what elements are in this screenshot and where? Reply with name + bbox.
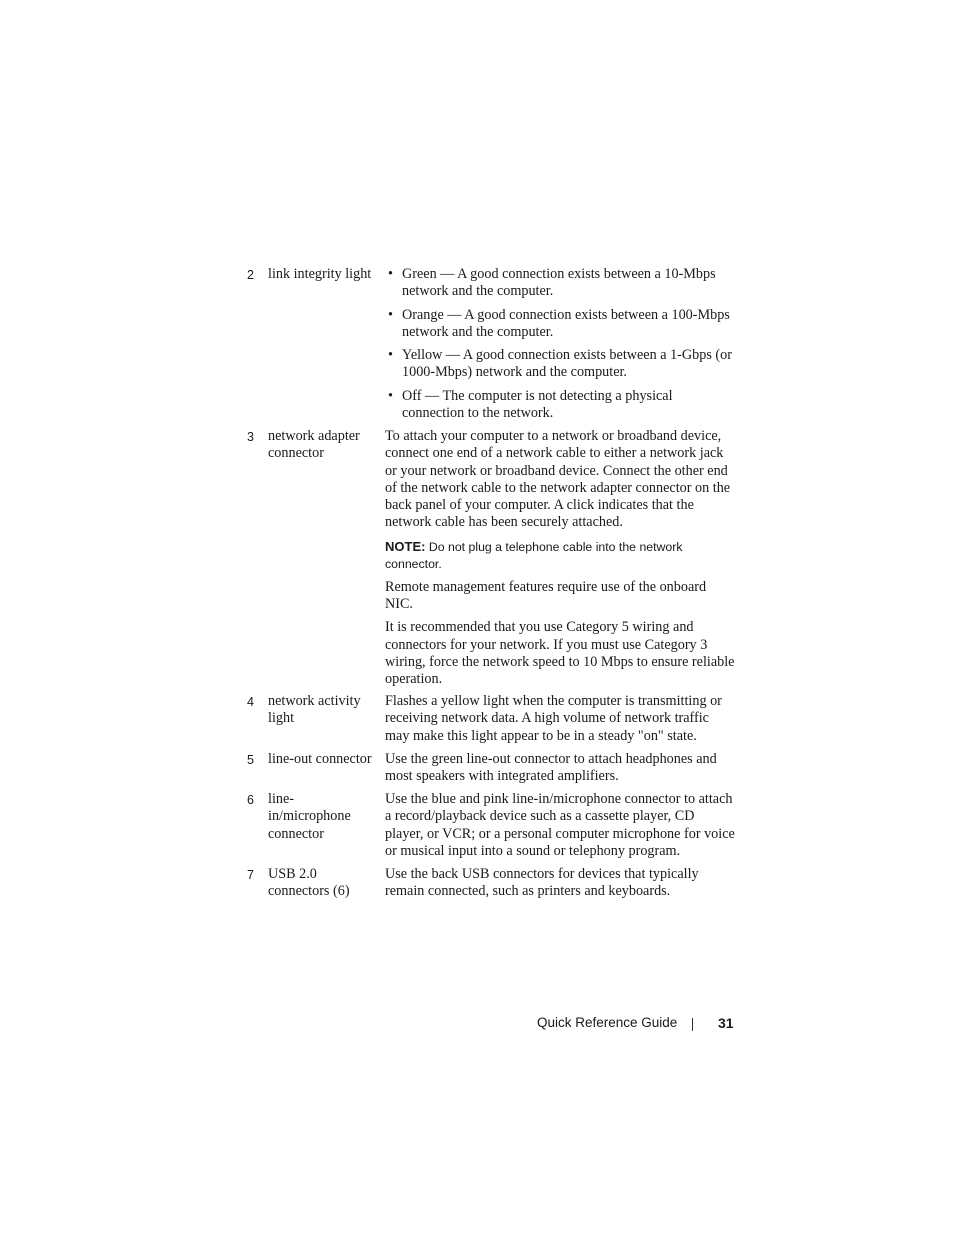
note-label: NOTE: — [385, 538, 426, 554]
page-number: 31 — [718, 1015, 734, 1031]
footer-divider — [692, 1018, 693, 1031]
row-description — [385, 791, 735, 866]
note-text: Do not plug a telephone cable into the network connector. — [385, 539, 683, 571]
list-item: • Green — A good connection exists between a 10-Mbps network and the computer. — [388, 266, 716, 300]
bullet-icon: • — [388, 347, 393, 364]
description-paragraph: Use the green line-out connector to attach headphones and most speakers with integrated amplifiers. — [385, 751, 717, 785]
bullet-icon: • — [388, 306, 393, 323]
list-item: • Orange — A good connection exists between a 100-Mbps network and the computer. — [388, 306, 730, 340]
description-paragraph: Remote management features require use of the onboard NIC. — [385, 578, 707, 613]
description-paragraph: It is recommended that you use Category 5 wiring and connectors for your network. If you must use Category 3 wiring, force the network speed to 10 Mbps to ensure reliable operation. — [385, 619, 735, 688]
bullet-icon: • — [388, 266, 393, 282]
row-description — [385, 751, 735, 792]
row-number: 4 — [247, 695, 254, 709]
description-paragraph: Use the back USB connectors for devices that typically remain connected, such as printers and keyboards. — [385, 866, 699, 900]
list-item: • Off — The computer is not detecting a physical connection to the network. — [388, 387, 673, 422]
row-number: 5 — [247, 753, 254, 767]
description-paragraph: Flashes a yellow light when the computer is transmitting or receiving network data. A high volume of network traffic may make this light appear to be in a steady "on" state. — [385, 693, 722, 744]
row-description — [385, 866, 735, 907]
row-number: 7 — [247, 868, 254, 882]
description-paragraph: Use the blue and pink line-in/microphone connector to attach a record/playback device such as a cassette player, CD player, or VCR; or a personal computer microphone for voice or musical input into a sound or telephony program. — [385, 791, 735, 859]
row-name: USB 2.0 connectors (6) — [268, 866, 350, 900]
status-list — [388, 266, 735, 428]
bullet-icon: • — [388, 387, 393, 404]
row-name: network activity light — [268, 693, 361, 727]
row-number: 2 — [247, 268, 254, 282]
description-paragraph: To attach your computer to a network or broadband device, connect one end of a network cable to either a network jack or your network or broadband device. Connect the other end of the network cable to the network adapter connector on the back panel of your computer. A click indicates that the network cable has been securely attached. — [385, 428, 731, 531]
row-description — [385, 428, 735, 695]
row-name: line-in/microphone connector — [268, 791, 351, 842]
row-name: line-out connector — [268, 751, 372, 767]
note — [385, 538, 735, 573]
row-description — [385, 693, 735, 751]
list-item: • Yellow — A good connection exists between a 1-Gbps (or 1000-Mbps) network and the computer. — [388, 347, 732, 381]
row-name: network adapter connector — [268, 428, 360, 462]
row-number: 6 — [247, 793, 254, 807]
footer-title: Quick Reference Guide — [537, 1015, 678, 1030]
row-number: 3 — [247, 430, 254, 444]
row-name: link integrity light — [268, 266, 372, 282]
